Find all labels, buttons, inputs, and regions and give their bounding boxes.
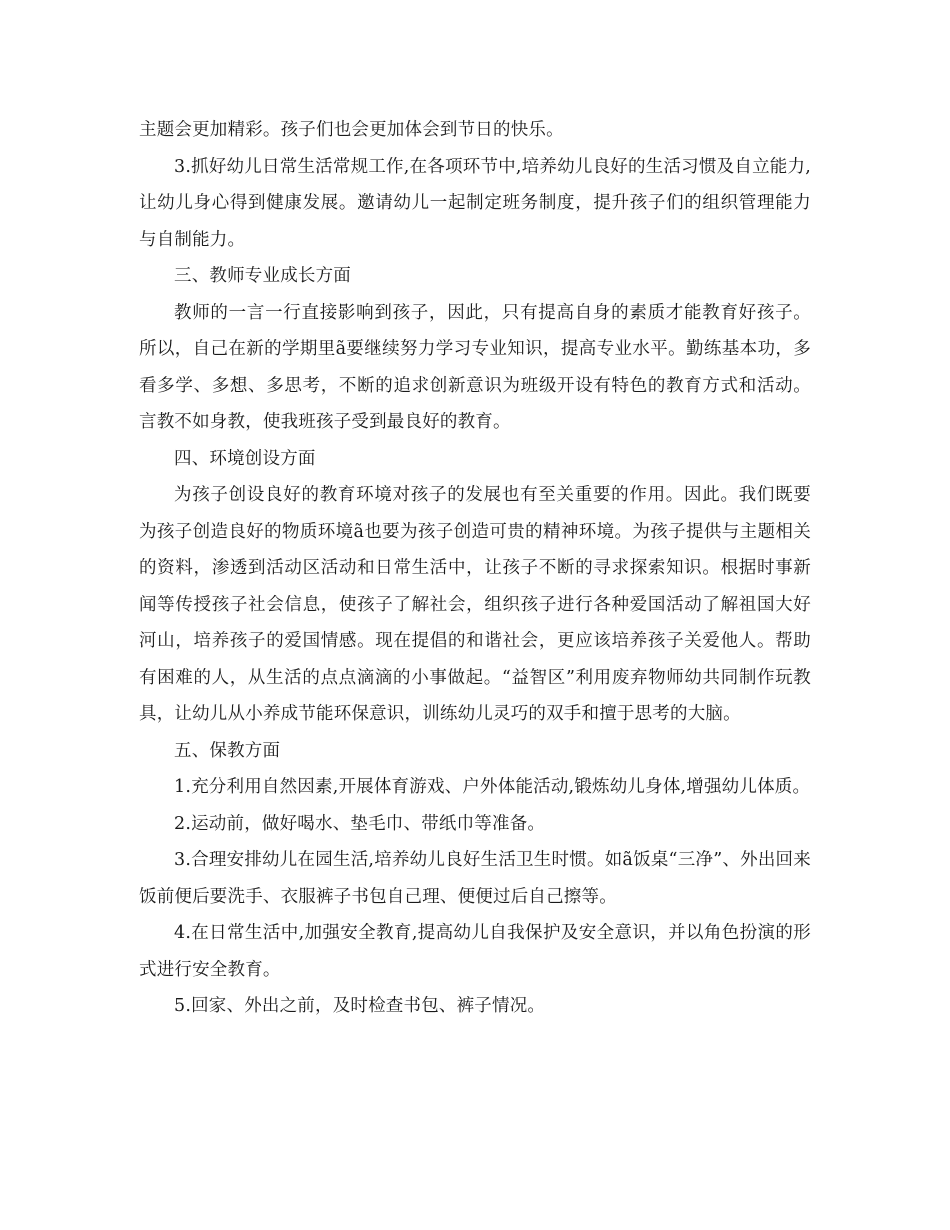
section-heading-environment: 四、环境创设方面: [174, 448, 316, 469]
section-heading-teacher-growth: 三、教师专业成长方面: [174, 266, 351, 286]
paragraph-continuation: 主题会更加精彩。孩子们也会更加体会到节日的快乐。: [139, 120, 564, 140]
paragraph-teacher-growth: 教师的一言一行直接影响到孩子，因此，只有提高自身的素质才能教育好孩子。所以，自己在新的学期里ã要继续努力学习专业知识，提高专业水平。勤练基本功，多看多学、多想、多思考，不断的追求创新意识为班级开设有特色的教育方式和活动。言教不如身教，使我班孩子受到最良好的教育。: [139, 302, 811, 432]
list-item-safety: 4.在日常生活中,加强安全教育,提高幼儿自我保护及安全意识，并以角色扮演的形式进行安全教育。: [139, 923, 811, 980]
list-item-physical: 1.充分利用自然因素,开展体育游戏、户外体能活动,锻炼幼儿身体,增强幼儿体质。: [174, 777, 811, 797]
list-item-daily-routine: 3.抓好幼儿日常生活常规工作,在各项环节中,培养幼儿良好的生活习惯及自立能力,让幼儿身心得到健康发展。邀请幼儿一起制定班务制度，提升孩子们的组织管理能力与自制能力。: [139, 156, 811, 250]
section-heading-care-education: 五、保教方面: [174, 740, 281, 761]
list-item-exercise-prep: 2.运动前，做好喝水、垫毛巾、带纸巾等准备。: [174, 813, 546, 834]
document-body: [139, 112, 811, 1025]
list-item-check-bags: 5.回家、外出之前，及时检查书包、裤子情况。: [174, 996, 546, 1016]
paragraph-environment: 为孩子创设良好的教育环境对孩子的发展也有至关重要的作用。因此。我们既要为孩子创造良好的物质环境ã也要为孩子创造可贵的精神环境。为孩子提供与主题相关的资料，渗透到活动区活动和日常生活中，让孩子不断的寻求探索知识。根据时事新闻等传授孩子社会信息，使孩子了解社会，组织孩子进行各种爱国活动了解祖国大好河山，培养孩子的爱国情感。现在提倡的和谐社会，更应该培养孩子关爱他人。帮助有困难的人，从生活的点点滴滴的小事做起。“益智区”利用废弃物师幼共同制作玩教具，让幼儿从小养成节能环保意识，训练幼儿灵巧的双手和擅于思考的大脑。: [139, 485, 811, 724]
list-item-hygiene: 3.合理安排幼儿在园生活,培养幼儿良好生活卫生时惯。如ã饭桌“三净”、外出回来饭前便后要洗手、衣服裤子书包自己理、便便过后自己擦等。: [139, 850, 811, 907]
